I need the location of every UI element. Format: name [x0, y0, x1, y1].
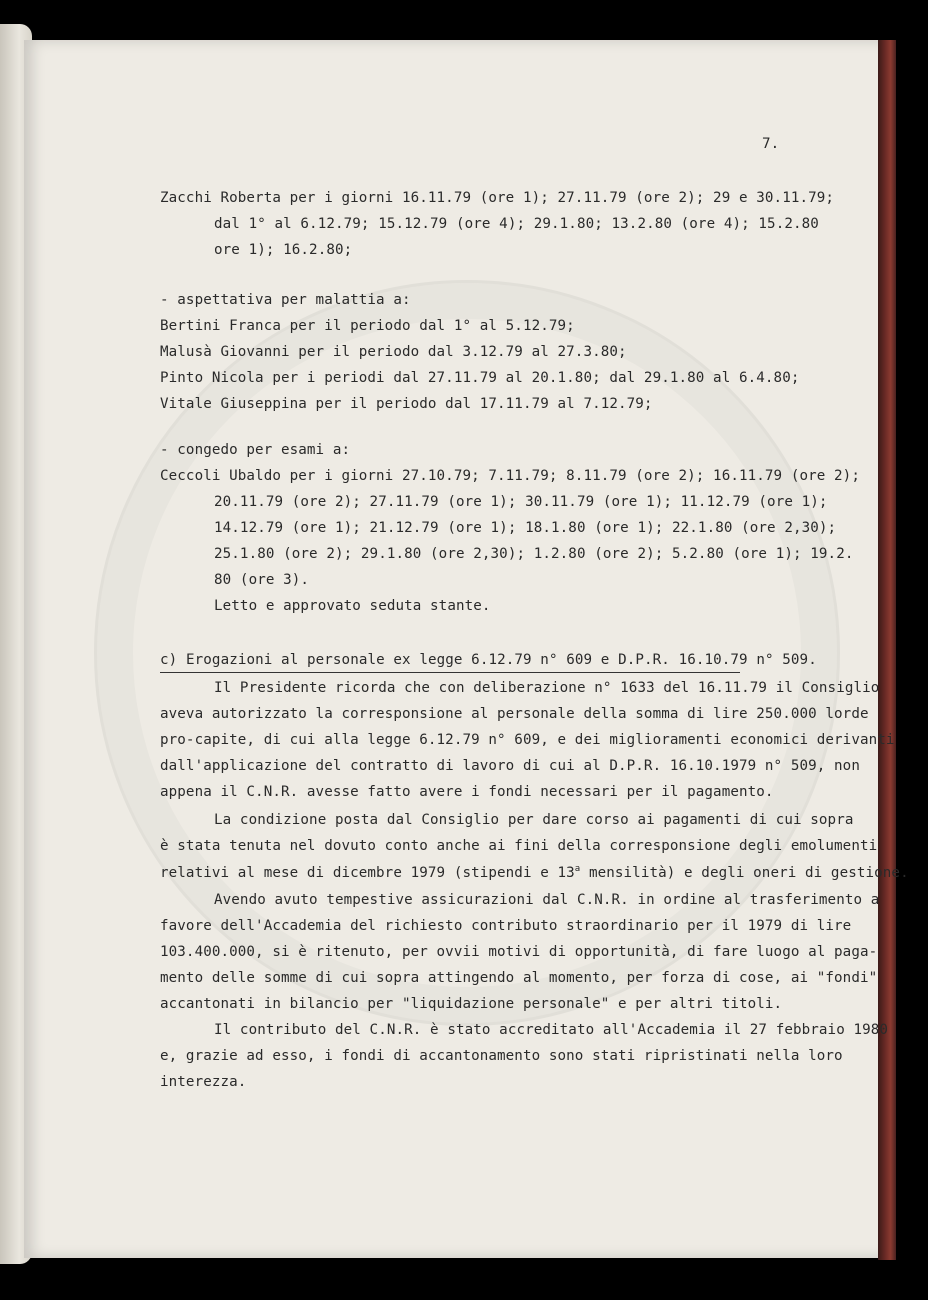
- text-line: 14.12.79 (ore 1); 21.12.79 (ore 1); 18.1.80 (ore 1); 22.1.80 (ore 2,30);: [214, 520, 837, 536]
- text-line: mento delle somme di cui sopra attingendo al momento, per forza di cose, ai "fondi": [160, 970, 878, 986]
- text-line: dall'applicazione del contratto di lavoro di cui al D.P.R. 16.10.1979 n° 509, non: [160, 758, 860, 774]
- text-line: Letto e approvato seduta stante.: [214, 598, 491, 614]
- text-line: aveva autorizzato la corresponsione al personale della somma di lire 250.000 lorde: [160, 706, 869, 722]
- text-line: 20.11.79 (ore 2); 27.11.79 (ore 1); 30.11.79 (ore 1); 11.12.79 (ore 1);: [214, 494, 828, 510]
- section-heading: - congedo per esami a:: [160, 442, 351, 458]
- text-line: 80 (ore 3).: [214, 572, 310, 588]
- text-line: appena il C.N.R. avesse fatto avere i fondi necessari per il pagamento.: [160, 784, 774, 800]
- text-line: interezza.: [160, 1074, 247, 1090]
- text-line: favore dell'Accademia del richiesto contributo straordinario per il 1979 di lire: [160, 918, 852, 934]
- text-line: Il contributo del C.N.R. è stato accreditato all'Accademia il 27 febbraio 1980: [214, 1022, 889, 1038]
- text-line: Ceccoli Ubaldo per i giorni 27.10.79; 7.11.79; 8.11.79 (ore 2); 16.11.79 (ore 2);: [160, 468, 860, 484]
- text-line: e, grazie ad esso, i fondi di accantonamento sono stati ripristinati nella loro: [160, 1048, 843, 1064]
- text-line: relativi al mese di dicembre 1979 (stipendi e 13$^a$ mensilità) e degli oneri di gestione.: [160, 864, 909, 881]
- page-number: 7.: [762, 136, 780, 152]
- text-line: pro-capite, di cui alla legge 6.12.79 n° 609, e dei miglioramenti economici derivanti: [160, 732, 895, 748]
- text-line: dal 1° al 6.12.79; 15.12.79 (ore 4); 29.1.80; 13.2.80 (ore 4); 15.2.80: [214, 216, 819, 232]
- text-line: accantonati in bilancio per "liquidazione personale" e per altri titoli.: [160, 996, 783, 1012]
- text-line: Zacchi Roberta per i giorni 16.11.79 (ore 1); 27.11.79 (ore 2); 29 e 30.11.79;: [160, 190, 835, 206]
- text-line: Avendo avuto tempestive assicurazioni dal C.N.R. in ordine al trasferimento a: [214, 892, 880, 908]
- text-line: 25.1.80 (ore 2); 29.1.80 (ore 2,30); 1.2.80 (ore 2); 5.2.80 (ore 1); 19.2.: [214, 546, 854, 562]
- section-title-underline: [160, 672, 740, 673]
- text-line: Malusà Giovanni per il periodo dal 3.12.79 al 27.3.80;: [160, 344, 627, 360]
- text-line: Bertini Franca per il periodo dal 1° al 5.12.79;: [160, 318, 575, 334]
- book-binding-edge: [878, 40, 896, 1260]
- section-label: c): [160, 652, 186, 668]
- text-line: Pinto Nicola per i periodi dal 27.11.79 al 20.1.80; dal 29.1.80 al 6.4.80;: [160, 370, 800, 386]
- section-title: Erogazioni al personale ex legge 6.12.79 n° 609 e D.P.R. 16.10.79 n° 509.: [186, 652, 817, 668]
- text-line: Il Presidente ricorda che con deliberazione n° 1633 del 16.11.79 il Consiglio: [214, 680, 880, 696]
- text-line: La condizione posta dal Consiglio per dare corso ai pagamenti di cui sopra: [214, 812, 854, 828]
- text-line: è stata tenuta nel dovuto conto anche ai fini della corresponsione degli emolumenti: [160, 838, 878, 854]
- text-line: Vitale Giuseppina per il periodo dal 17.11.79 al 7.12.79;: [160, 396, 653, 412]
- text-line: ore 1); 16.2.80;: [214, 242, 353, 258]
- text-line: 103.400.000, si è ritenuto, per ovvii motivi di opportunità, di fare luogo al paga-: [160, 944, 878, 960]
- section-heading: - aspettativa per malattia a:: [160, 292, 411, 308]
